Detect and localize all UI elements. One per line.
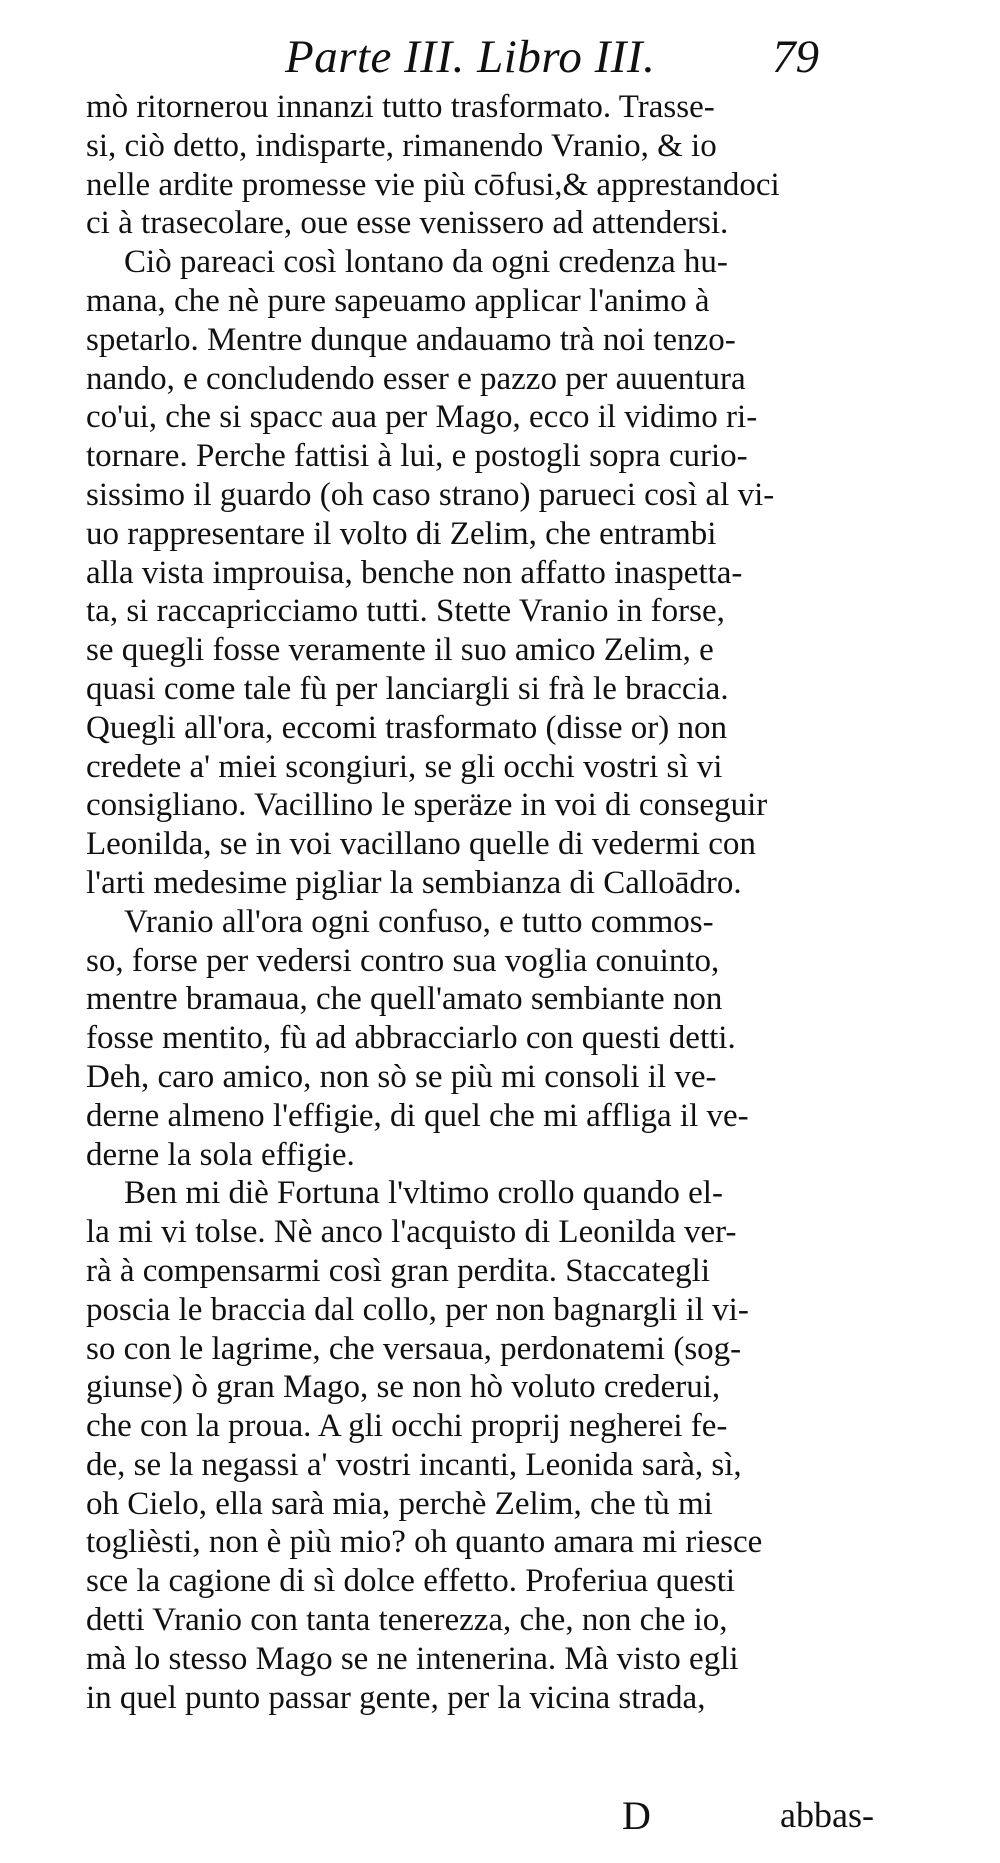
text-line: in quel punto passar gente, per la vicina strada, xyxy=(86,1679,706,1716)
text-line: mò ritornerou innanzi tutto trasformato. Trasse- xyxy=(86,89,715,125)
text-line: la mi vi tolse. Nè anco l'acquisto di Leonilda ver- xyxy=(86,1214,737,1251)
text-line: Deh, caro amico, non sò se più mi consoli il ve- xyxy=(86,1058,717,1095)
text-line: derne almeno l'effigie, di quel che mi affliga il ve- xyxy=(86,1097,749,1134)
text-line: nando, e concludendo esser e pazzo per auuentura xyxy=(86,360,746,397)
text-line: de, se la negassi a' vostri incanti, Leonida sarà, sì, xyxy=(86,1446,742,1483)
text-line: se quegli fosse veramente il suo amico Zelim, e xyxy=(86,632,714,669)
body-text xyxy=(86,88,926,1717)
text-line: Ben mi diè Fortuna l'vltimo crollo quando el- xyxy=(124,1175,723,1212)
text-line: so, forse per vedersi contro sua voglia conuinto, xyxy=(86,942,720,979)
text-line: mà lo stesso Mago se ne intenerina. Mà visto egli xyxy=(86,1640,739,1677)
text-line: tornare. Perche fattisi à lui, e postogli sopra curio- xyxy=(86,438,748,475)
text-line: Ciò pareaci così lontano da ogni credenza hu- xyxy=(124,244,728,281)
text-line: so con le lagrime, che versaua, perdonatemi (sog- xyxy=(86,1330,742,1367)
signature-mark: D xyxy=(622,1793,651,1838)
text-line: rà à compensarmi così gran perdita. Staccategli xyxy=(86,1252,710,1289)
page-header xyxy=(0,26,1000,86)
text-line: giunse) ò gran Mago, se non hò voluto crederui, xyxy=(86,1369,721,1406)
text-line: mentre bramaua, che quell'amato sembiante non xyxy=(86,981,723,1018)
text-line: ci à trasecolare, oue esse venissero ad attendersi. xyxy=(86,205,729,242)
text-line: l'arti medesime pigliar la sembianza di Calloādro. xyxy=(86,864,742,901)
text-line: detti Vranio con tanta tenerezza, che, non che io, xyxy=(86,1602,728,1639)
text-line: poscia le braccia dal collo, per non bagnargli il vi- xyxy=(86,1291,749,1328)
text-line: quasi come tale fù per lanciargli si frà le braccia. xyxy=(86,670,729,707)
text-line: oh Cielo, ella sarà mia, perchè Zelim, che tù mi xyxy=(86,1485,713,1522)
text-line: credete a' miei scongiuri, se gli occhi vostri sì vi xyxy=(86,748,723,785)
text-line: che con la proua. A gli occhi proprij negherei fe- xyxy=(86,1408,728,1445)
running-title: Parte III. Libro III. xyxy=(285,31,656,83)
text-line: nelle ardite promesse vie più cōfusi,& apprestandoci xyxy=(86,166,780,203)
text-line: mana, che nè pure sapeuamo applicar l'animo à xyxy=(86,282,710,319)
text-line: ta, si raccapricciamo tutti. Stette Vranio in forse, xyxy=(86,593,725,630)
catchword: abbas- xyxy=(780,1795,874,1835)
text-line: derne la sola effigie. xyxy=(86,1136,355,1173)
text-line: co'ui, che si spacc aua per Mago, ecco il vidimo ri- xyxy=(86,399,758,436)
text-line: alla vista improuisa, benche non affatto inaspetta- xyxy=(86,554,743,591)
text-line: spetarlo. Mentre dunque andauamo trà noi tenzo- xyxy=(86,321,736,358)
text-line: uo rappresentare il volto di Zelim, che entrambi xyxy=(86,515,717,552)
page-footer xyxy=(0,1792,1000,1848)
text-line: sce la cagione di sì dolce effetto. Proferiua questi xyxy=(86,1563,736,1600)
text-line: fosse mentito, fù ad abbracciarlo con questi detti. xyxy=(86,1020,736,1057)
text-line: Vranio all'ora ogni confuso, e tutto commos- xyxy=(124,903,714,940)
text-line: Quegli all'ora, eccomi trasformato (disse or) non xyxy=(86,709,727,746)
text-line: si, ciò detto, indisparte, rimanendo Vranio, & io xyxy=(86,127,717,164)
page-number: 79 xyxy=(772,31,819,83)
text-line: consigliano. Vacillino le speräze in voi di conseguir xyxy=(86,787,768,824)
text-line: toglièsti, non è più mio? oh quanto amara mi riesce xyxy=(86,1524,763,1561)
text-line: Leonilda, se in voi vacillano quelle di vedermi con xyxy=(86,826,756,863)
text-line: sissimo il guardo (oh caso strano) parueci così al vi- xyxy=(86,476,775,513)
